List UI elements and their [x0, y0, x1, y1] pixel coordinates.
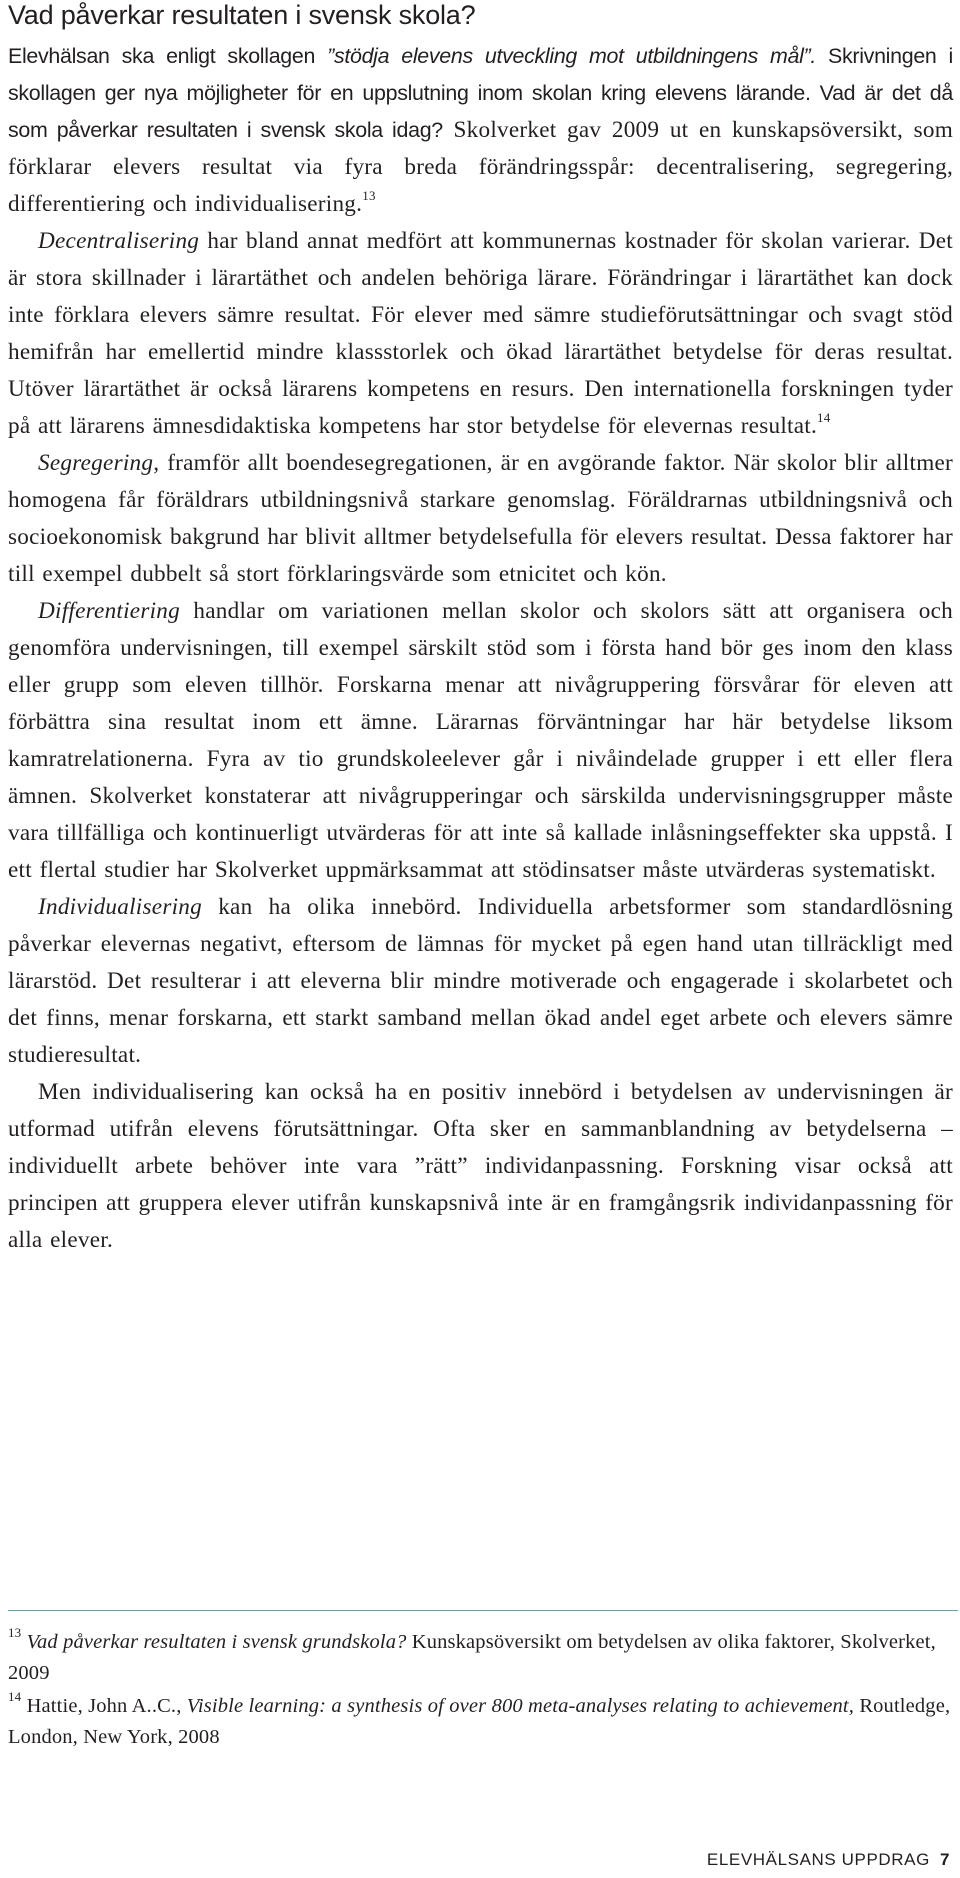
paragraph-differentiering: [8, 593, 953, 889]
footnote-ref-14: 14: [817, 409, 831, 425]
intro-sans-text-2: Skrivningen i skollagen ger nya möjligheter för en uppslutning inom skolan kring elevens lärande. Vad är det då som påverkar resultaten i svensk skola idag?: [8, 44, 953, 142]
term-decentralisering: Decentralisering: [38, 228, 200, 254]
paragraph-decentralisering: [8, 223, 953, 445]
paragraph-positiv-innebord: [8, 1074, 953, 1259]
page-heading: Vad påverkar resultaten i svensk skola?: [8, 0, 476, 30]
footnote-ref-13: 13: [362, 187, 376, 203]
paragraph-intro: [8, 38, 953, 223]
term-segregering: Segregering,: [38, 450, 160, 476]
footnote-13: [8, 1624, 953, 1689]
paragraph-segregering: [8, 445, 953, 593]
term-individualisering: Individualisering: [38, 894, 202, 920]
footnote-14-number: 14: [8, 1688, 22, 1704]
footnote-14-author: Hattie, John A..C.,: [26, 1695, 187, 1717]
page-number: 7: [939, 1850, 950, 1869]
footnote-divider: [8, 1610, 958, 1611]
footnote-13-number: 13: [8, 1624, 22, 1640]
footnote-13-title: Vad påverkar resultaten i svensk grundskola?: [26, 1631, 407, 1653]
body-text: [8, 38, 953, 1259]
intro-sans-text: Elevhälsan ska enligt skollagen: [8, 44, 328, 68]
document-page: [8, 0, 958, 1878]
paragraph-individualisering: [8, 889, 953, 1074]
individualisering-text: kan ha olika innebörd. Individuella arbetsformer som standardlösning påverkar elevernas negativt, eftersom de lämnas för mycket på egen hand utan tillräckligt med lärarstöd. Det resulterar i att eleverna blir mindre motiverade och engagerade i skolarbetet och det finns, menar forskarna, ett starkt samband mellan ökad andel eget arbete och elevers sämre studieresultat.: [8, 894, 953, 1068]
intro-serif-text: Skolverket gav 2009 ut en kunskapsöversikt, som förklarar elevers resultat via fyra breda förändringsspår: decentralisering, segregering, differentiering och individualisering.: [8, 117, 953, 217]
footnote-13-text: Kunskapsöversikt om betydelsen av olika faktorer, Skolverket, 2009: [8, 1631, 936, 1684]
page-footer: [707, 1850, 950, 1870]
footnote-14-title: Visible learning: a synthesis of over 800 meta-analyses relating to achievement,: [186, 1695, 855, 1717]
skollagen-quote: ”stödja elevens utveckling mot utbildningens mål”.: [327, 44, 817, 68]
footnote-14-publisher: Routledge, London, New York, 2008: [8, 1695, 951, 1748]
publication-name: ELEVHÄLSANS UPPDRAG: [706, 1850, 930, 1869]
footnote-14: [8, 1688, 953, 1753]
term-differentiering: Differentiering: [38, 598, 180, 624]
differentiering-text: handlar om variationen mellan skolor och skolors sätt att organisera och genomföra undervisningen, till exempel särskilt stöd som i första hand bör ges inom den klass eller grupp som eleven tillhör. Forskarna menar att nivågruppering försvårar för eleven att förbättra sina resultat inom ett ämne. Lärarnas förväntningar har här betydelse liksom kamratrelationerna. Fyra av tio grundskoleelever går i nivåindelade grupper i ett eller flera ämnen. Skolverket konstaterar att nivågrupperingar och särskilda undervisningsgrupper måste vara tillfälliga och kontinuerligt utvärderas för att inte så kallade inlåsningseffekter ska uppstå. I ett flertal studier har Skolverket uppmärksammat att stödinsatser måste utvärderas systematiskt.: [8, 598, 953, 883]
segregering-text: framför allt boendesegregationen, är en avgörande faktor. När skolor blir alltmer homogena får föräldrars utbildningsnivå starkare genomslag. Föräldrarnas utbildningsnivå och socioekonomisk bakgrund har blivit alltmer betydelsefulla för elevers resultat. Dessa faktorer har till exempel dubbelt så stort förklaringsvärde som etnicitet och kön.: [8, 450, 953, 587]
decentralisering-text: har bland annat medfört att kommunernas kostnader för skolan varierar. Det är stora skillnader i lärartäthet och andelen behöriga lärare. Förändringar i lärartäthet kan dock inte förklara elevers sämre resultat. För elever med sämre studieförutsättningar och svagt stöd hemifrån har emellertid mindre klassstorlek och ökad lärartäthet betydelse för deras resultat. Utöver lärartäthet är också lärarens kompetens en resurs. Den internationella forskningen tyder på att lärarens ämnesdidaktiska kompetens har stor betydelse för elevernas resultat.: [8, 228, 953, 439]
positiv-innebord-text: Men individualisering kan också ha en positiv innebörd i betydelsen av undervisningen är utformad utifrån elevens förutsättningar. Ofta sker en sammanblandning av betydelserna – individuellt arbete behöver inte vara ”rätt” individanpassning. Forskning visar också att principen att gruppera elever utifrån kunskapsnivå inte är en framgångsrik individanpassning för alla elever.: [8, 1079, 953, 1253]
